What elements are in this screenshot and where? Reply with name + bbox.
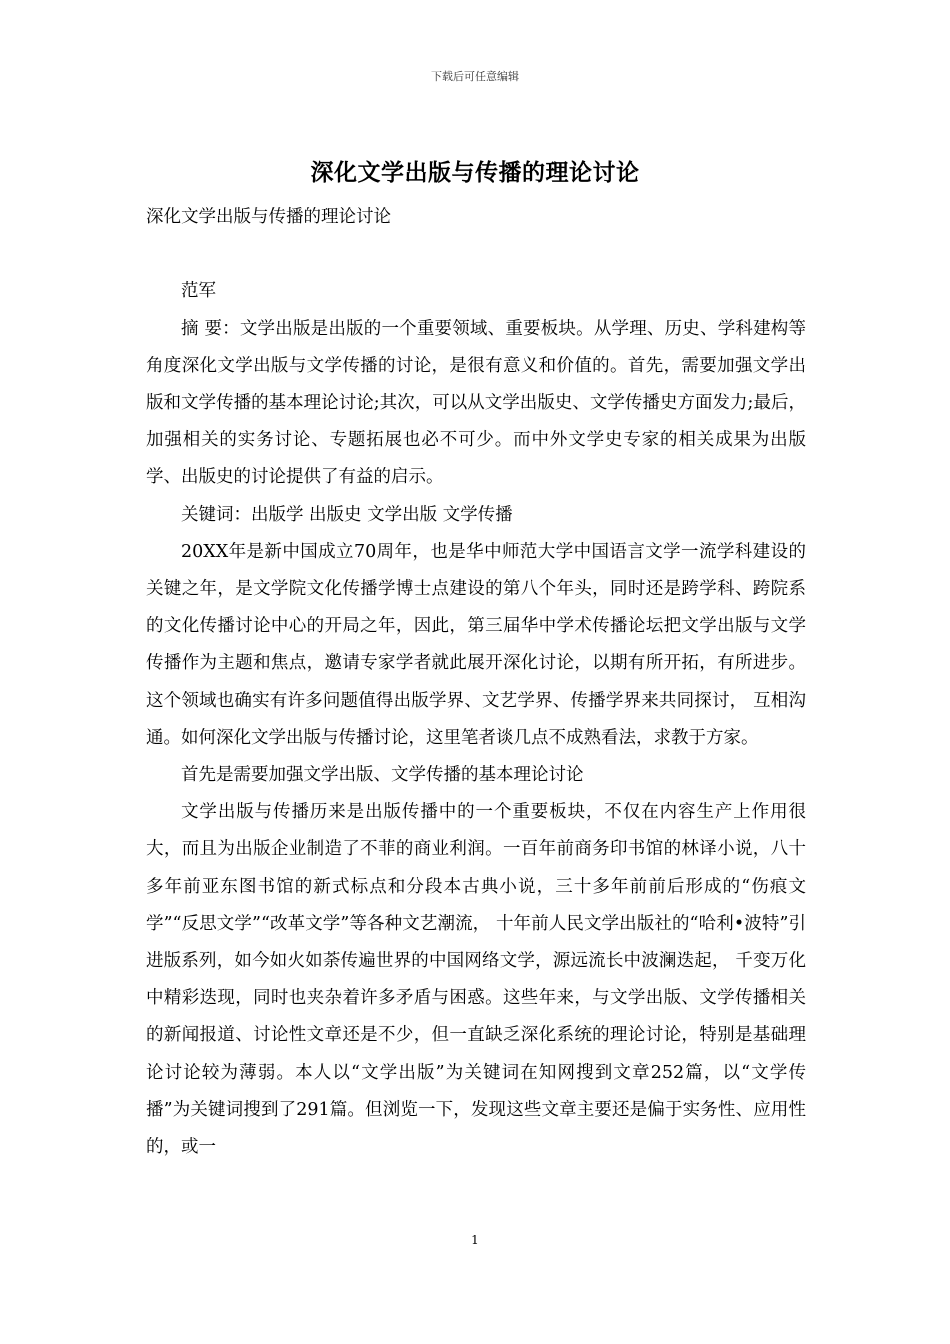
document-title: 深化文学出版与传播的理论讨论 [310,159,640,186]
abstract-paragraph: 摘 要：文学出版是出版的一个重要领域、重要板块。从学理、历史、学科建构等角度深化文学出版与文学传播的讨论，是很有意义和价值的。首先，需要加强文学出版和文学传播的基本理论讨论;其次，可以从文学出版史、文学传播史方面发力;最后，加强相关的实务讨论、专题拓展也必不可少。而中外文学史专家的相关成果为出版学、出版史的讨论提供了有益的启示。 [146,318,806,488]
blank-line [146,236,806,273]
page-number: 1 [471,1233,479,1247]
header-note: 下载后可任意编辑 [431,70,519,83]
document-subtitle: 深化文学出版与传播的理论讨论 [146,207,391,227]
author-name: 范军 [181,281,216,302]
section-paragraph: 文学出版与传播历来是出版传播中的一个重要板块，不仅在内容生产上作用很大，而且为出版企业制造了不菲的商业利润。一百年前商务印书馆的林译小说，八十多年前亚东图书馆的新式标点和分段本古典小说，三十多年前前后形成的“伤痕文学”“反思文学”“改革文学”等各种文艺潮流， 十年前人民文学出版社的“哈利•波特”引进版系列，如今如火如荼传遍世界的中国网络文学，源远流长中波澜迭起， 千变万化中精彩迭现，同时也夹杂着许多矛盾与困惑。这些年来，与文学出版、文学传播相关的新闻报道、讨论性文章还是不少，但一直缺乏深化系统的理论讨论，特别是基础理论讨论较为薄弱。本人以“文学出版”为关键词在知网搜到文章252篇，以“文学传播”为关键词搜到了291篇。但浏览一下，发现这些文章主要还是偏于实务性、应用性的，或一 [146,802,806,1158]
section-heading: 首先是需要加强文学出版、文学传播的基本理论讨论 [181,765,584,786]
keywords-paragraph: 关键词：出版学 出版史 文学出版 文学传播 [181,504,513,525]
intro-paragraph: 20XX年是新中国成立70周年，也是华中师范大学中国语言文学一流学科建设的关键之年，是文学院文化传播学博士点建设的第八个年头，同时还是跨学科、跨院系的文化传播讨论中心的开局之年，因此，第三届华中学术传播论坛把文学出版与文学传播作为主题和焦点，邀请专家学者就此展开深化讨论，以期有所开拓，有所进步。这个领域也确实有许多问题值得出版学界、文艺学界、传播学界来共同探讨， 互相沟通。如何深化文学出版与传播讨论，这里笔者谈几点不成熟看法，求教于方家。 [146,541,806,748]
document-body [146,199,806,1166]
